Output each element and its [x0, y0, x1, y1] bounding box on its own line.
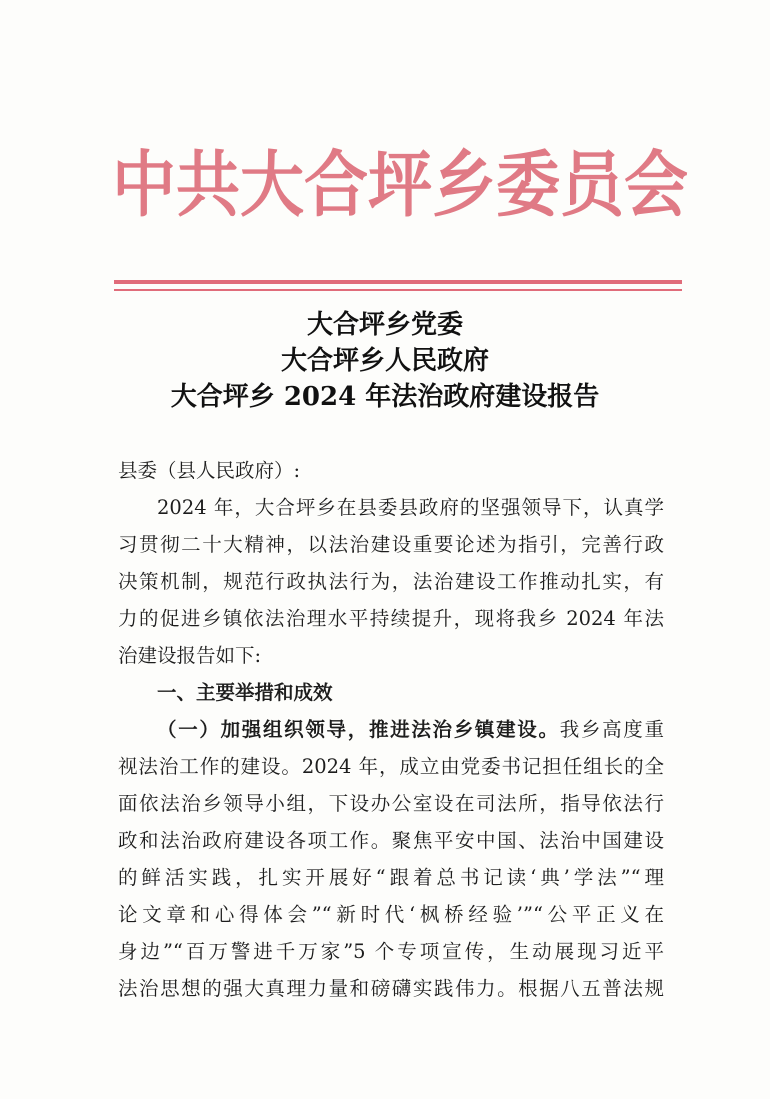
subsection-first-line [118, 711, 664, 748]
intro-line: 治建设报告如下: [118, 644, 262, 667]
letterhead-red-rule-thin [114, 289, 682, 291]
subsection-line: 法治思想的强大真理力量和磅礴实践伟力。根据八五普法规 [118, 977, 664, 1000]
subsection-first-line-rest: 我乡高度重 [559, 718, 664, 741]
document-title-block [0, 307, 770, 415]
subsection-heading: （一）加强组织领导，推进法治乡镇建设。 [157, 718, 560, 741]
title-line-party-committee: 大合坪乡党委 [306, 310, 463, 340]
subsection-line: 身边”“百万警进千万家”5 个专项宣传，生动展现习近平 [118, 940, 664, 963]
subsection-line: 视法治工作的建设。2024 年，成立由党委书记担任组长的全 [118, 755, 664, 778]
subsection-line: 论文章和心得体会”“新时代‘枫桥经验’”“公平正义在 [118, 903, 664, 926]
subsection-line: 面依法治乡领导小组，下设办公室设在司法所，指导依法行 [118, 792, 664, 815]
letterhead-org-name: 中共大合坪乡委员会 [112, 144, 688, 228]
intro-line: 2024 年，大合坪乡在县委县政府的坚强领导下，认真学 [157, 496, 664, 519]
intro-line: 决策机制，规范行政执法行为，法治建设工作推动扎实，有 [118, 570, 664, 593]
title-line-report: 大合坪乡 2024 年法治政府建设报告 [170, 382, 600, 412]
subsection-line: 的鲜活实践，扎实开展好“跟着总书记读‘典’学法”“理 [118, 866, 664, 889]
section-heading: 一、主要举措和成效 [157, 681, 333, 704]
subsection-line: 政和法治政府建设各项工作。聚焦平安中国、法治中国建设 [118, 829, 664, 852]
document-body [118, 452, 664, 1007]
letterhead-red-rule-thick [114, 280, 682, 284]
intro-line: 力的促进乡镇依法治理水平持续提升，现将我乡 2024 年法 [118, 607, 664, 630]
title-line-government: 大合坪乡人民政府 [280, 346, 489, 376]
salutation: 县委（县人民政府）: [118, 459, 301, 482]
intro-line: 习贯彻二十大精神，以法治建设重要论述为指引，完善行政 [118, 533, 664, 556]
